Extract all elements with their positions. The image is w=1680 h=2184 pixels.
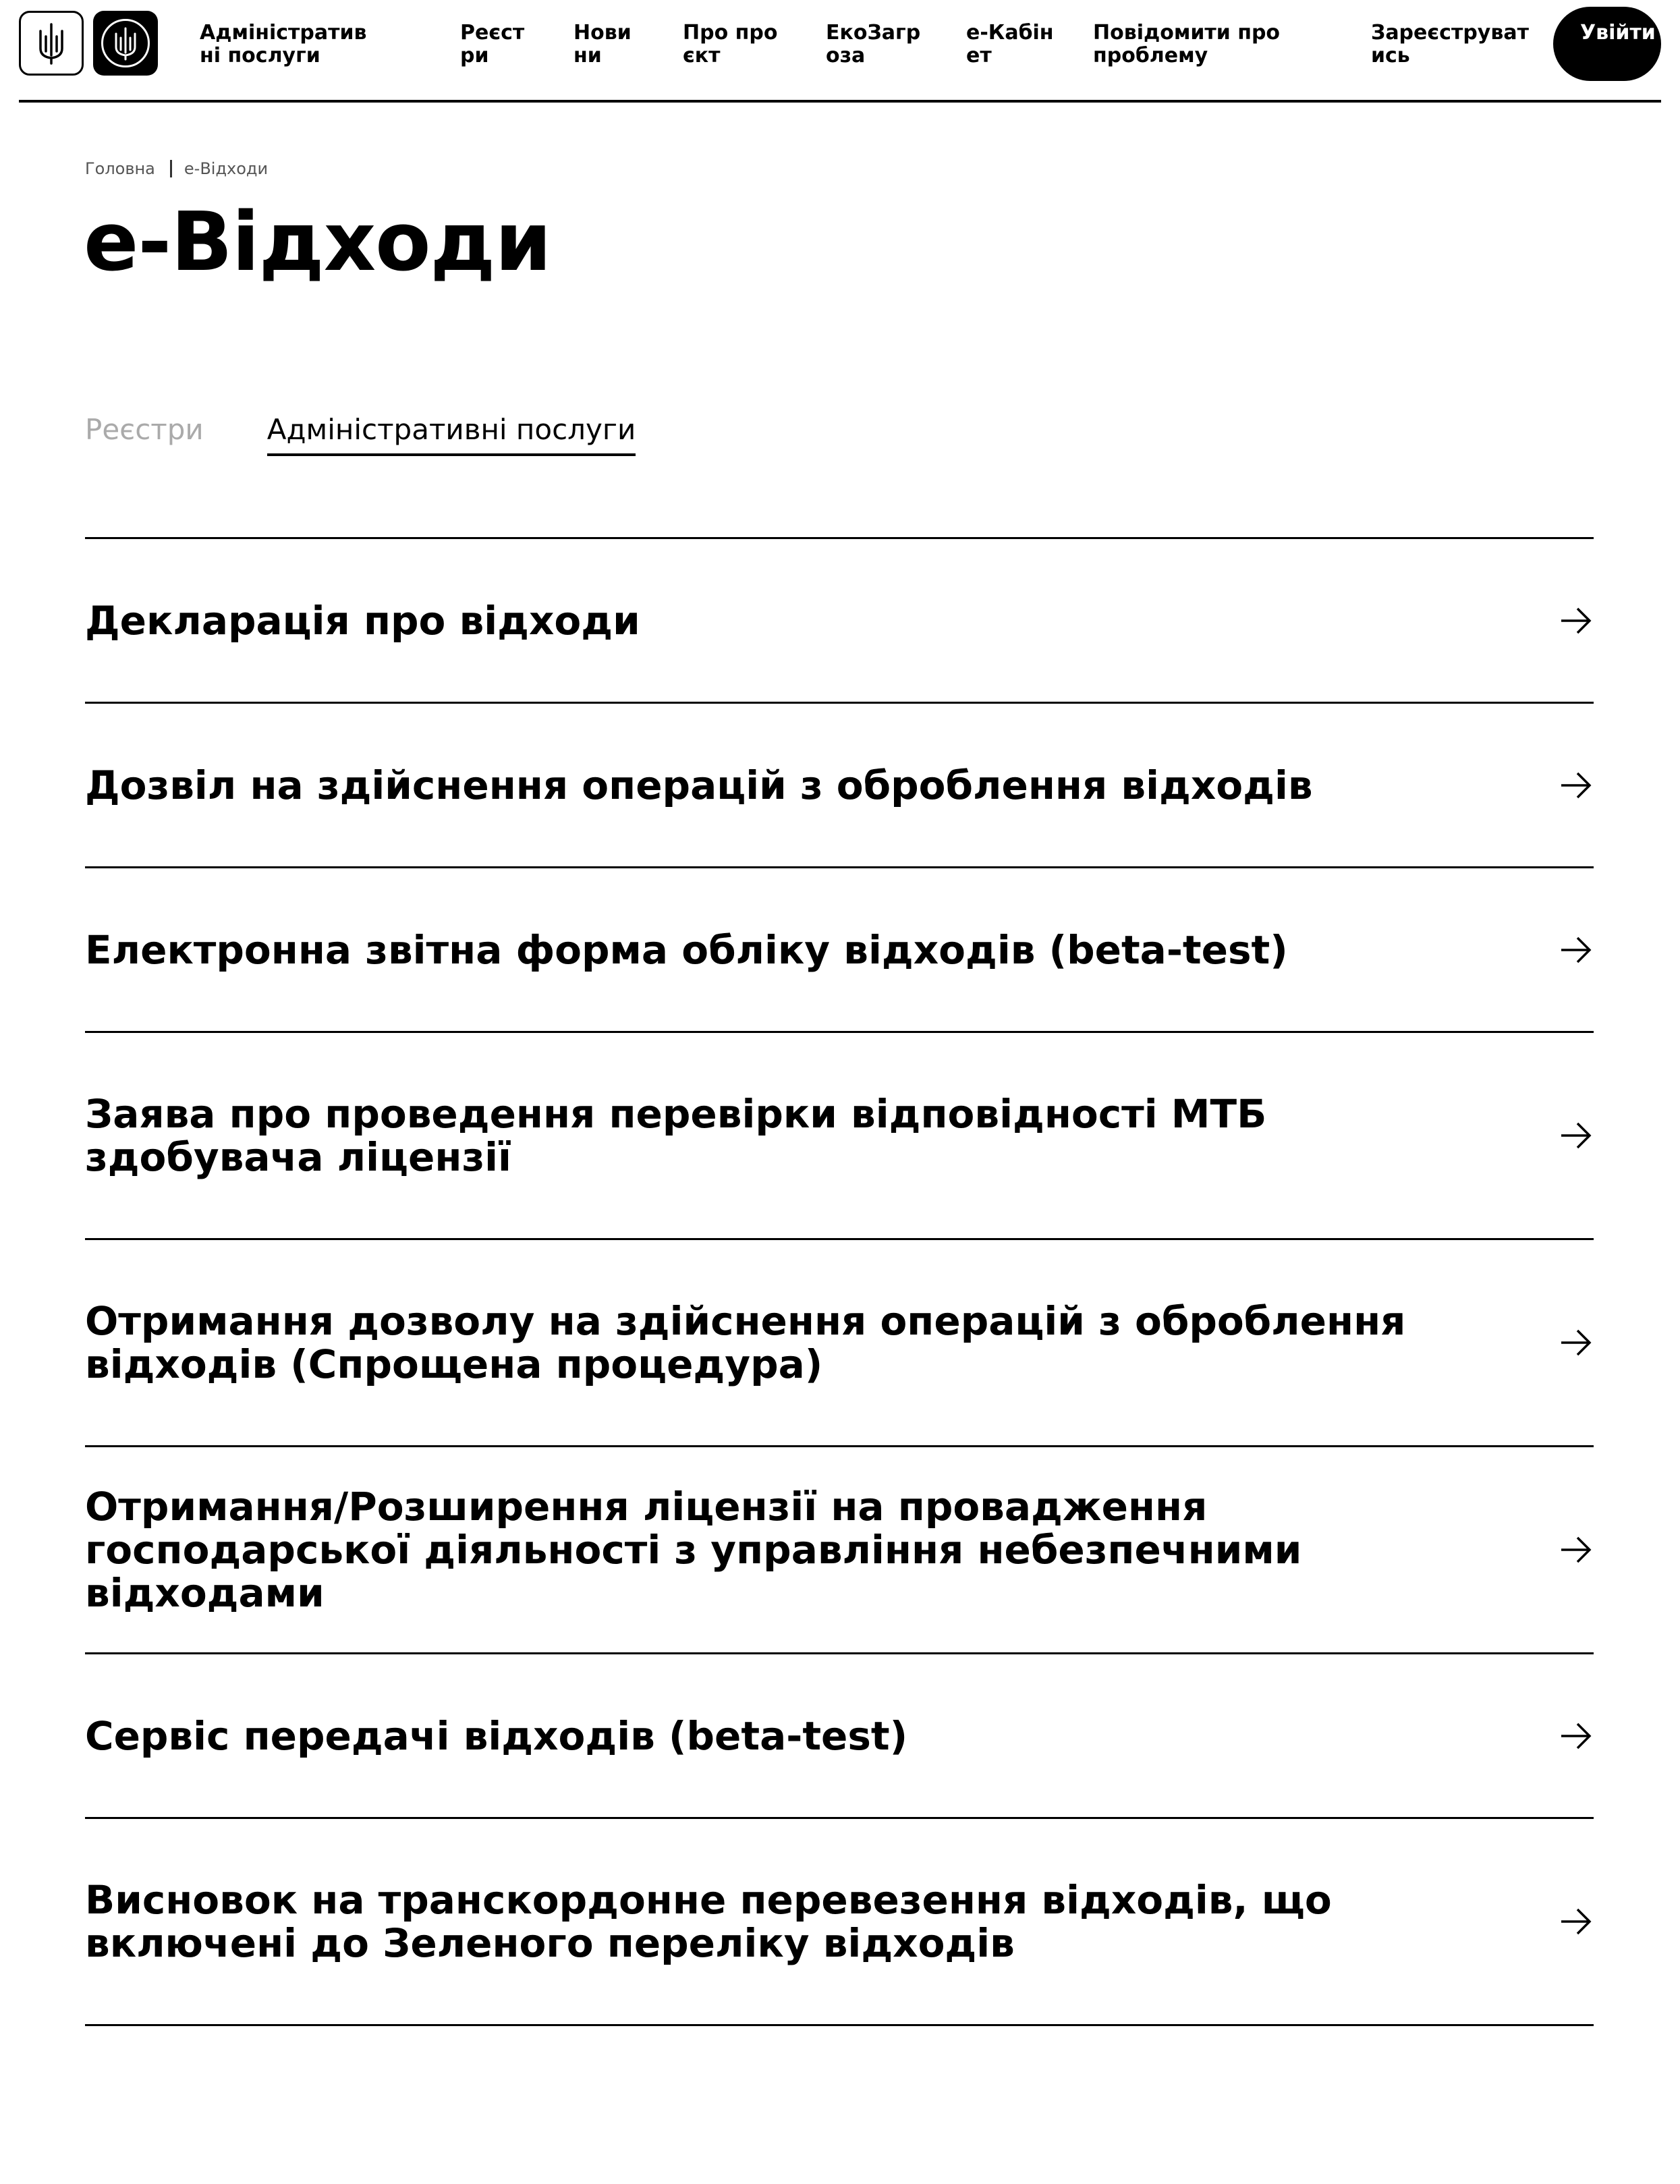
arrow-right-icon — [1559, 768, 1594, 803]
page-title: е-Відходи — [84, 196, 551, 289]
service-item[interactable] — [85, 1447, 1594, 1654]
arrow-right-icon — [1559, 1904, 1594, 1939]
service-item[interactable] — [85, 704, 1594, 868]
eco-logo[interactable] — [93, 11, 158, 76]
service-item[interactable] — [85, 868, 1594, 1033]
breadcrumb-current: е-Відходи — [184, 159, 269, 178]
services-list — [85, 537, 1594, 2026]
arrow-right-icon — [1559, 932, 1594, 968]
service-title: Отримання дозволу на здійснення операцій з оброблення відходів (Спрощена процедура) — [85, 1298, 1406, 1387]
eco-trident-icon — [112, 26, 139, 61]
service-item[interactable] — [85, 1240, 1594, 1447]
service-title: Отримання/Розширення ліцензії на провадження господарської діяльності з управління небезпечними відходами — [85, 1484, 1302, 1616]
arrow-right-icon — [1559, 1325, 1594, 1360]
nav-about[interactable]: Про проєкт — [683, 21, 778, 67]
trident-logo[interactable] — [19, 11, 84, 76]
service-title: Висновок на транскордонне перевезення відходів, що включені до Зеленого переліку відходів — [85, 1877, 1332, 1966]
tab-admin-services[interactable]: Адміністративні послуги — [267, 413, 636, 456]
nav-news[interactable]: Новини — [573, 21, 632, 67]
tab-registries[interactable]: Реєстри — [85, 413, 204, 446]
nav-registries[interactable]: Реєстри — [460, 21, 525, 67]
nav-report-problem[interactable]: Повідомити про проблему — [1093, 21, 1281, 67]
login-button[interactable]: Увійти — [1553, 7, 1661, 81]
breadcrumb-home[interactable]: Головна — [85, 159, 155, 178]
service-item[interactable] — [85, 1654, 1594, 1819]
service-title: Сервіс передачі відходів (beta-test) — [85, 1712, 908, 1759]
breadcrumb — [85, 159, 268, 178]
nav-ecothreat[interactable]: ЕкоЗагроза — [826, 21, 921, 67]
trident-icon — [35, 22, 67, 65]
arrow-right-icon — [1559, 1718, 1594, 1754]
arrow-right-icon — [1559, 1118, 1594, 1153]
nav-admin-services[interactable]: Адміністративні послуги — [200, 21, 367, 67]
eco-logo-circle — [101, 19, 150, 67]
nav-e-cabinet[interactable]: е-Кабінет — [966, 21, 1054, 67]
service-title: Декларація про відходи — [85, 597, 640, 644]
site-header — [19, 0, 1661, 103]
arrow-right-icon — [1559, 603, 1594, 638]
service-item[interactable] — [85, 1819, 1594, 2026]
service-title: Заява про проведення перевірки відповідності МТБ здобувача ліцензії — [85, 1091, 1267, 1180]
tabs — [85, 413, 699, 456]
breadcrumb-separator — [170, 160, 172, 177]
nav-register[interactable]: Зареєструватись — [1371, 21, 1529, 67]
service-title: Дозвіл на здійснення операцій з оброблення відходів — [85, 762, 1313, 808]
arrow-right-icon — [1559, 1532, 1594, 1567]
service-item[interactable] — [85, 539, 1594, 704]
service-item[interactable] — [85, 1033, 1594, 1240]
service-title: Електронна звітна форма обліку відходів (beta-test) — [85, 926, 1288, 973]
